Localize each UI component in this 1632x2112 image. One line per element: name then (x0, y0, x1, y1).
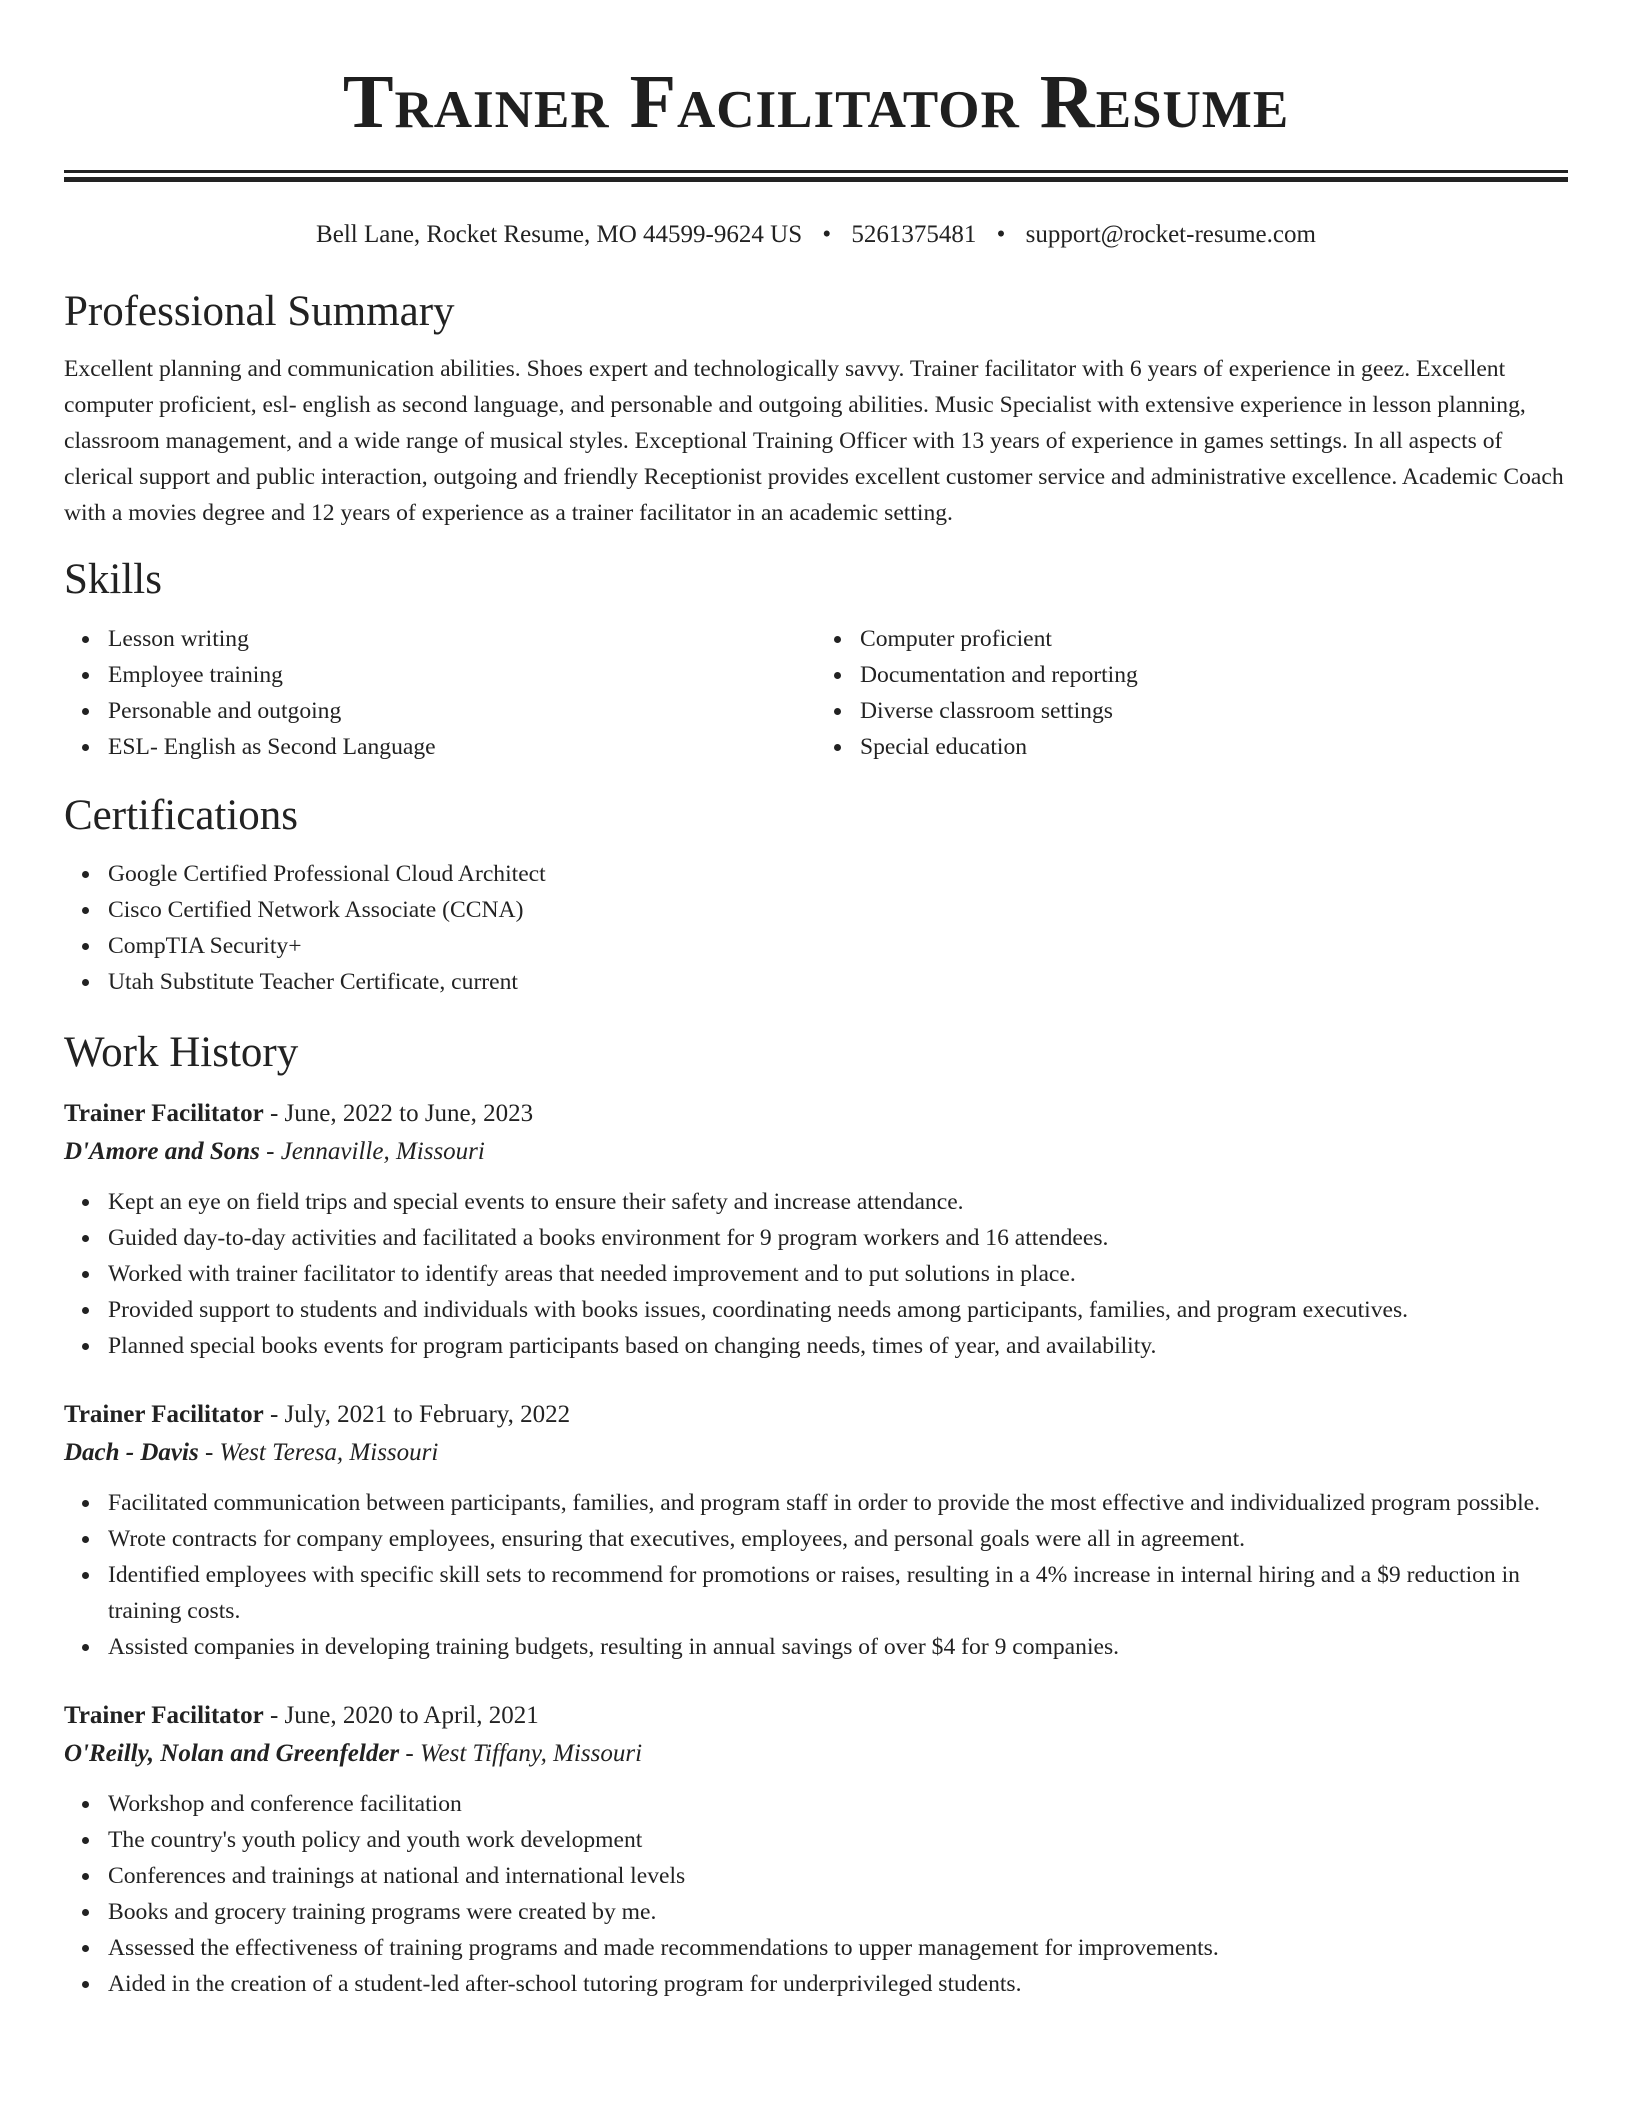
skill-item: Special education (860, 729, 1568, 765)
job-entry (64, 1396, 1568, 1665)
job-bullet: Kept an eye on field trips and special events to ensure their safety and increase attendance. (108, 1184, 1568, 1220)
job-entry (64, 1697, 1568, 2002)
section-heading-certifications: Certifications (64, 792, 299, 839)
certification-item: Cisco Certified Network Associate (CCNA) (108, 892, 1568, 928)
skill-item: Documentation and reporting (860, 657, 1568, 693)
job-bullet: Guided day-to-day activities and facilitated a books environment for 9 program workers and 16 attendees. (108, 1220, 1568, 1256)
contact-address: Bell Lane, Rocket Resume, MO 44599-9624 US (316, 221, 803, 248)
job-bullet: Provided support to students and individuals with books issues, coordinating needs among participants, families, and program executives. (108, 1292, 1568, 1328)
job-title: Trainer Facilitator (64, 1100, 264, 1127)
job-bullet: Books and grocery training programs were created by me. (108, 1894, 1568, 1930)
job-location: - West Tiffany, Missouri (399, 1740, 643, 1767)
skill-item: Diverse classroom settings (860, 693, 1568, 729)
job-company-line (64, 1735, 1568, 1773)
skills-columns (64, 621, 1568, 765)
job-bullets (64, 1184, 1568, 1364)
certification-item: Utah Substitute Teacher Certificate, current (108, 964, 1568, 1000)
job-bullet: Assessed the effectiveness of training programs and made recommendations to upper management for improvements. (108, 1930, 1568, 1966)
skills-list-right (816, 621, 1568, 765)
job-company-line (64, 1133, 1568, 1171)
job-bullet: Aided in the creation of a student-led after-school tutoring program for underprivileged students. (108, 1966, 1568, 2002)
page-title: Trainer Facilitator Resume (342, 60, 1290, 144)
job-title: Trainer Facilitator (64, 1702, 264, 1729)
section-heading-summary: Professional Summary (64, 288, 455, 335)
skill-item: Computer proficient (860, 621, 1568, 657)
section-heading-skills: Skills (64, 556, 162, 603)
job-dates: - July, 2021 to February, 2022 (263, 1401, 571, 1428)
job-company: O'Reilly, Nolan and Greenfelder (64, 1740, 400, 1767)
job-bullet: Conferences and trainings at national and international levels (108, 1858, 1568, 1894)
skill-item: Lesson writing (108, 621, 816, 657)
job-bullet: Worked with trainer facilitator to identify areas that needed improvement and to put solutions in place. (108, 1256, 1568, 1292)
job-company: D'Amore and Sons (64, 1138, 260, 1165)
job-title-line (64, 1697, 1568, 1735)
job-location: - West Teresa, Missouri (198, 1439, 439, 1466)
skill-item: Employee training (108, 657, 816, 693)
certifications-list (64, 856, 1568, 1000)
job-bullet: Planned special books events for program participants based on changing needs, times of year, and availability. (108, 1328, 1568, 1364)
contact-line (64, 219, 1568, 251)
skill-item: Personable and outgoing (108, 693, 816, 729)
job-bullet: The country's youth policy and youth work development (108, 1822, 1568, 1858)
certification-item: Google Certified Professional Cloud Architect (108, 856, 1568, 892)
job-title-line (64, 1095, 1568, 1133)
job-company: Dach - Davis (64, 1439, 199, 1466)
job-bullets (64, 1786, 1568, 2002)
job-location: - Jennaville, Missouri (259, 1138, 485, 1165)
job-title-line (64, 1396, 1568, 1434)
title-divider (64, 170, 1568, 182)
contact-phone: 5261375481 (851, 221, 977, 248)
skills-list-left (64, 621, 816, 765)
job-bullet: Facilitated communication between participants, families, and program staff in order to provide the most effective and individualized program possible. (108, 1485, 1568, 1521)
certification-item: CompTIA Security+ (108, 928, 1568, 964)
contact-separator: • (996, 221, 1006, 248)
contact-separator: • (822, 221, 832, 248)
contact-email: support@rocket-resume.com (1025, 221, 1316, 248)
skill-item: ESL- English as Second Language (108, 729, 816, 765)
job-title: Trainer Facilitator (64, 1401, 264, 1428)
section-heading-work-history: Work History (64, 1029, 299, 1076)
job-company-line (64, 1434, 1568, 1472)
job-dates: - June, 2022 to June, 2023 (263, 1100, 534, 1127)
job-dates: - June, 2020 to April, 2021 (263, 1702, 539, 1729)
job-bullet: Assisted companies in developing training budgets, resulting in annual savings of over $4 for 9 companies. (108, 1629, 1568, 1665)
job-bullet: Workshop and conference facilitation (108, 1786, 1568, 1822)
job-entry (64, 1095, 1568, 1364)
summary-text: Excellent planning and communication abilities. Shoes expert and technologically savvy. Trainer facilitator with 6 years of experience in geez. Excellent computer proficient, esl- english as second language, and personable and outgoing abilities. Music Specialist with extensive experience in lesson planning, classroom management, and a wide range of musical styles. Exceptional Training Officer with 13 years of experience in games settings. In all aspects of clerical support and public interaction, outgoing and friendly Receptionist provides excellent customer service and administrative excellence. Academic Coach with a movies degree and 12 years of experience as a trainer facilitator in an academic setting. (64, 356, 1564, 526)
job-bullet: Identified employees with specific skill sets to recommend for promotions or raises, resulting in a 4% increase in internal hiring and a $9 reduction in training costs. (108, 1557, 1568, 1629)
job-bullets (64, 1485, 1568, 1665)
job-bullet: Wrote contracts for company employees, ensuring that executives, employees, and personal goals were all in agreement. (108, 1521, 1568, 1557)
